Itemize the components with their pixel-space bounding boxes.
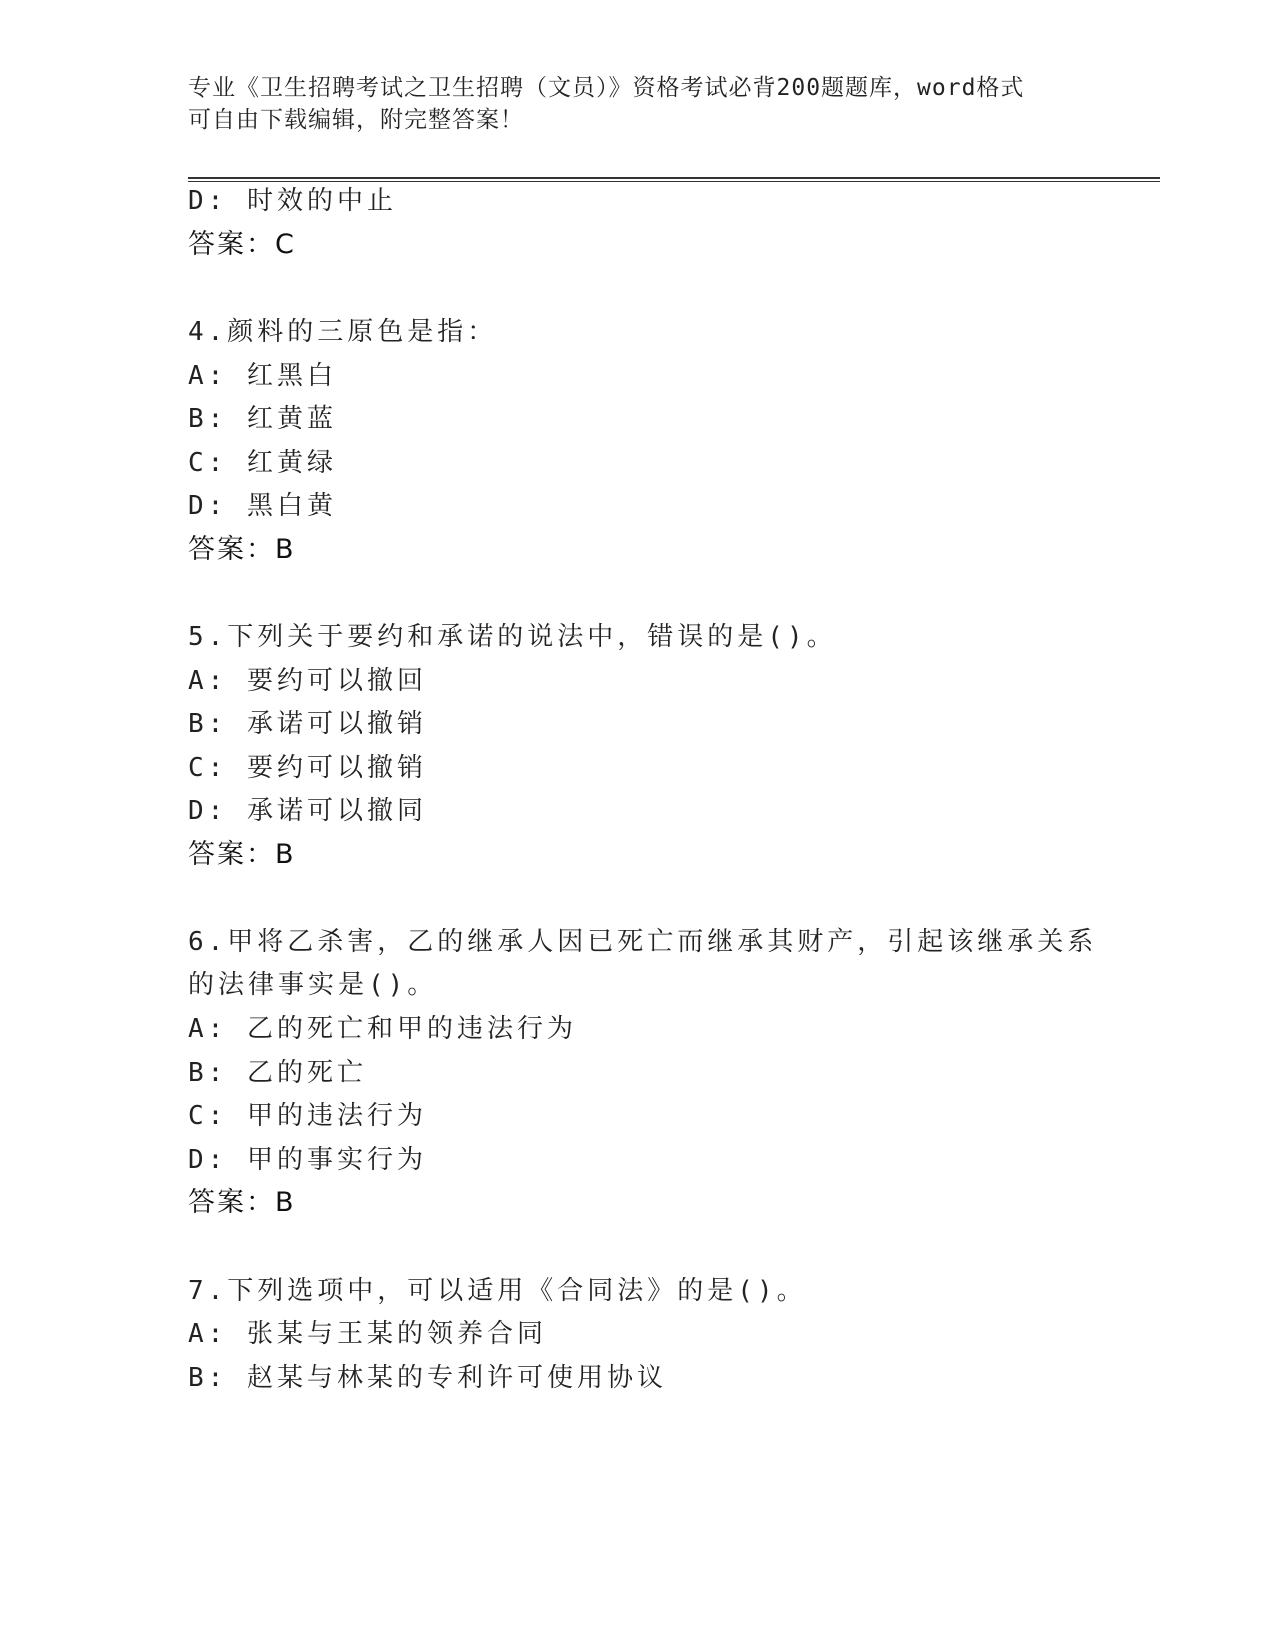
q4-option-d: D: 黑白黄 bbox=[188, 491, 337, 521]
document-header bbox=[188, 72, 1068, 136]
q4-question: 4.颜料的三原色是指： bbox=[188, 317, 498, 347]
q4-option-c: C: 红黄绿 bbox=[188, 448, 337, 478]
q7-option-a: A: 张某与王某的领养合同 bbox=[188, 1319, 547, 1349]
q3-option-d: D: 时效的中止 bbox=[188, 186, 397, 216]
q4-answer: 答案：B bbox=[188, 534, 296, 565]
q5-option-c: C: 要约可以撤销 bbox=[188, 753, 427, 783]
header-divider bbox=[188, 177, 1160, 182]
header-title-line-1: 专业《卫生招聘考试之卫生招聘（文员）》资格考试必背200题题库，word格式 bbox=[188, 75, 1025, 101]
q7-option-b: B: 赵某与林某的专利许可使用协议 bbox=[188, 1363, 667, 1393]
q6-question-line-1: 6.甲将乙杀害，乙的继承人因已死亡而继承其财产，引起该继承关系 bbox=[188, 927, 1098, 957]
q4-option-a: A: 红黑白 bbox=[188, 361, 337, 391]
q5-question: 5.下列关于要约和承诺的说法中，错误的是()。 bbox=[188, 622, 837, 652]
q5-option-a: A: 要约可以撤回 bbox=[188, 666, 427, 696]
q4-option-b: B: 红黄蓝 bbox=[188, 404, 337, 434]
q6-option-d: D: 甲的事实行为 bbox=[188, 1145, 427, 1175]
q6-option-c: C: 甲的违法行为 bbox=[188, 1101, 427, 1131]
q5-option-d: D: 承诺可以撤同 bbox=[188, 796, 427, 826]
q3-answer: 答案：C bbox=[188, 229, 296, 260]
q5-option-b: B: 承诺可以撤销 bbox=[188, 709, 427, 739]
q6-option-b: B: 乙的死亡 bbox=[188, 1058, 367, 1088]
q6-question-line-2: 的法律事实是()。 bbox=[188, 970, 438, 1000]
q7-question: 7.下列选项中，可以适用《合同法》的是()。 bbox=[188, 1276, 807, 1306]
q6-option-a: A: 乙的死亡和甲的违法行为 bbox=[188, 1014, 577, 1044]
q5-answer: 答案：B bbox=[188, 839, 296, 870]
header-title-line-2: 可自由下载编辑，附完整答案！ bbox=[188, 107, 524, 133]
q6-answer: 答案：B bbox=[188, 1187, 296, 1218]
